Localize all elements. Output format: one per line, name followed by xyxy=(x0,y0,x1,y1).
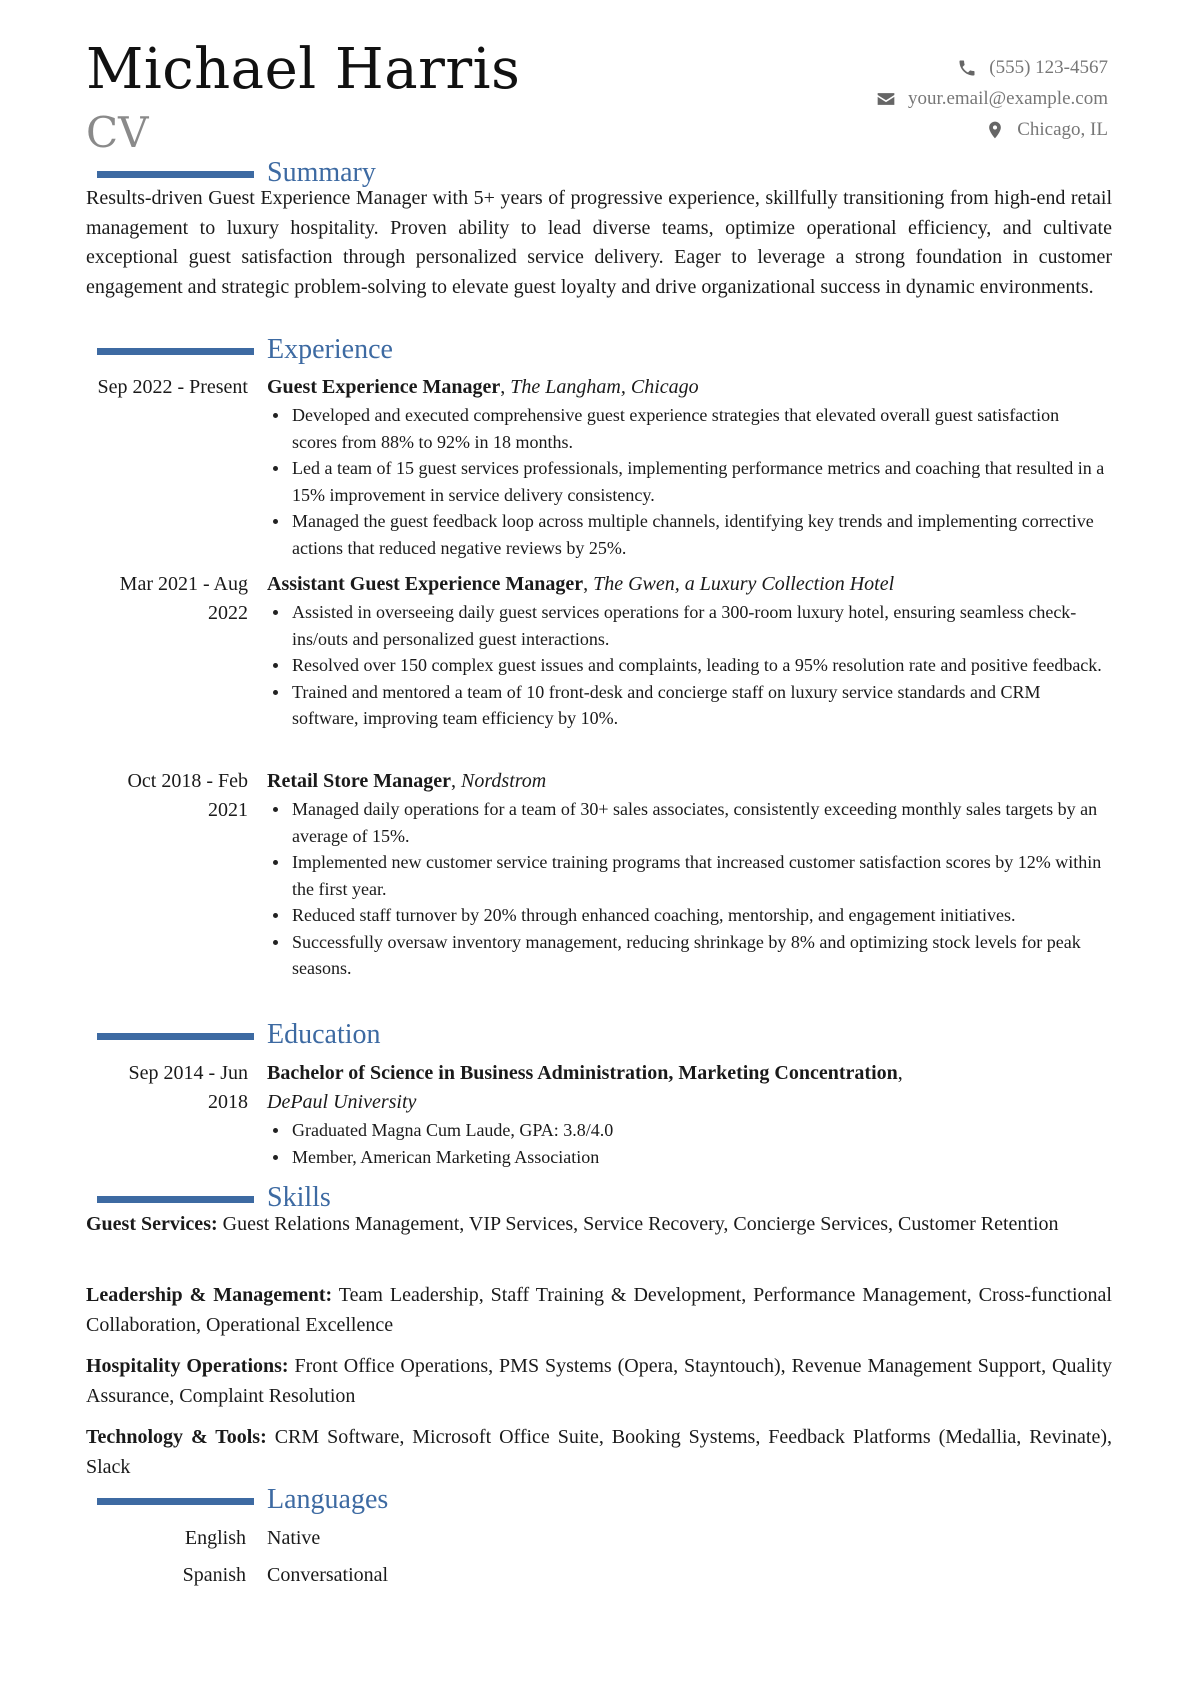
section-accent-bar xyxy=(97,348,254,355)
employer: The Gwen, a Luxury Collection Hotel xyxy=(593,573,895,595)
phone-icon xyxy=(957,58,977,78)
candidate-name: Michael Harris xyxy=(86,37,521,102)
skill-items: Front Office Operations, PMS Systems (Opera, Stayntouch), Revenue Management Support, Quality Assurance, Complaint Resolution xyxy=(86,1355,1113,1407)
envelope-icon xyxy=(876,89,896,109)
location: Chicago, IL xyxy=(1017,119,1108,140)
job-title: Assistant Guest Experience Manager xyxy=(267,573,584,595)
section-accent-bar xyxy=(97,171,254,178)
skill-group xyxy=(86,1281,1112,1340)
skill-group xyxy=(86,1352,1112,1411)
bullet-list xyxy=(267,1117,1107,1170)
entry-date: Sep 2022 - Present xyxy=(97,376,248,398)
skill-category: Guest Services: xyxy=(86,1213,218,1235)
entry-title-line: Guest Experience Manager, The Langham, Chicago xyxy=(267,376,699,398)
contact-info xyxy=(876,52,1108,145)
bullet-item: Assisted in overseeing daily guest services operations for a 300-room luxury hotel, ensuring seamless check-ins/outs and personalized guest interactions. xyxy=(292,599,1107,652)
bullet-item: Managed daily operations for a team of 30+ sales associates, consistently exceeding monthly sales targets by an average of 15%. xyxy=(292,796,1107,849)
entry-date: Oct 2018 - Feb 2021 xyxy=(127,770,248,821)
phone-number: (555) 123-4567 xyxy=(989,57,1108,78)
section-title: Skills xyxy=(267,1182,331,1213)
entry-date: Mar 2021 - Aug 2022 xyxy=(119,573,248,624)
bullet-item: Implemented new customer service training programs that increased customer satisfaction scores by 12% within the first year. xyxy=(292,849,1107,902)
bullet-item: Reduced staff turnover by 20% through enhanced coaching, mentorship, and engagement initiatives. xyxy=(292,902,1107,929)
skill-items: Team Leadership, Staff Training & Development, Performance Management, Cross-functional Collaboration, Operational Excellence xyxy=(86,1284,1112,1336)
skill-category: Hospitality Operations: xyxy=(86,1355,289,1377)
skill-items: Guest Relations Management, VIP Services, Service Recovery, Concierge Services, Customer Retention xyxy=(222,1213,1059,1235)
bullet-item: Resolved over 150 complex guest issues and complaints, leading to a 95% resolution rate and positive feedback. xyxy=(292,652,1107,679)
institution: DePaul University xyxy=(267,1091,417,1113)
section-title: Experience xyxy=(267,334,393,365)
skill-category: Technology & Tools: xyxy=(86,1426,267,1448)
section-title: Education xyxy=(267,1019,381,1050)
bullet-item: Managed the guest feedback loop across multiple channels, identifying key trends and implementing corrective actions that reduced negative reviews by 25%. xyxy=(292,508,1107,561)
contact-phone xyxy=(876,52,1108,83)
skill-group xyxy=(86,1210,1112,1240)
bullet-item: Graduated Magna Cum Laude, GPA: 3.8/4.0 xyxy=(292,1117,1107,1144)
bullet-item: Led a team of 15 guest services professionals, implementing performance metrics and coaching that resulted in a 15% improvement in service delivery consistency. xyxy=(292,455,1107,508)
skill-items: CRM Software, Microsoft Office Suite, Booking Systems, Feedback Platforms (Medallia, Revinate), Slack xyxy=(86,1426,1112,1478)
section-title: Summary xyxy=(267,157,376,188)
section-title: Languages xyxy=(267,1484,389,1515)
entry-title-line: Assistant Guest Experience Manager, The Gwen, a Luxury Collection Hotel xyxy=(267,573,895,595)
contact-location xyxy=(876,114,1108,145)
entry-date: Sep 2014 - Jun 2018 xyxy=(128,1062,248,1113)
email-address[interactable]: your.email@example.com xyxy=(907,88,1108,109)
map-marker-icon xyxy=(985,120,1005,140)
job-title: Retail Store Manager xyxy=(267,770,452,792)
skill-group xyxy=(86,1423,1112,1482)
section-accent-bar xyxy=(97,1498,254,1505)
language-level: Native xyxy=(267,1527,321,1549)
bullet-list xyxy=(267,599,1107,732)
job-title: Guest Experience Manager xyxy=(267,376,501,398)
entry-title-line: Bachelor of Science in Business Administration, Marketing Concentration, DePaul University xyxy=(267,1062,903,1113)
document-title: CV xyxy=(86,108,149,157)
employer: Nordstrom xyxy=(461,770,547,792)
bullet-item: Successfully oversaw inventory management, reducing shrinkage by 8% and optimizing stock levels for peak seasons. xyxy=(292,929,1107,982)
skill-category: Leadership & Management: xyxy=(86,1284,333,1306)
bullet-item: Trained and mentored a team of 10 front-desk and concierge staff on luxury service standards and CRM software, improving team efficiency by 10%. xyxy=(292,679,1107,732)
entry-title-line: Retail Store Manager, Nordstrom xyxy=(267,770,547,792)
degree-title: Bachelor of Science in Business Administration, Marketing Concentration xyxy=(267,1062,898,1084)
summary-text: Results-driven Guest Experience Manager with 5+ years of progressive experience, skillfully transitioning from high-end retail management to luxury hospitality. Proven ability to lead diverse teams, optimize operational efficiency, and cultivate exceptional guest satisfaction through personalized service delivery. Eager to leverage a strong foundation in customer engagement and strategic problem-solving to elevate guest loyalty and drive organizational success in dynamic environments. xyxy=(86,187,1112,298)
language-level: Conversational xyxy=(267,1564,389,1586)
bullet-list xyxy=(267,796,1107,982)
section-accent-bar xyxy=(97,1033,254,1040)
bullet-item: Member, American Marketing Association xyxy=(292,1144,1107,1171)
language-name: Spanish xyxy=(182,1564,246,1586)
section-header-languages xyxy=(0,1485,1190,1525)
bullet-list xyxy=(267,402,1107,561)
employer: The Langham, Chicago xyxy=(510,376,699,398)
contact-email xyxy=(876,83,1108,114)
section-accent-bar xyxy=(97,1196,254,1203)
section-header-education xyxy=(0,1020,1190,1060)
language-name: English xyxy=(184,1527,246,1549)
bullet-item: Developed and executed comprehensive guest experience strategies that elevated overall guest satisfaction scores from 88% to 92% in 18 months. xyxy=(292,402,1107,455)
section-header-experience xyxy=(0,335,1190,375)
